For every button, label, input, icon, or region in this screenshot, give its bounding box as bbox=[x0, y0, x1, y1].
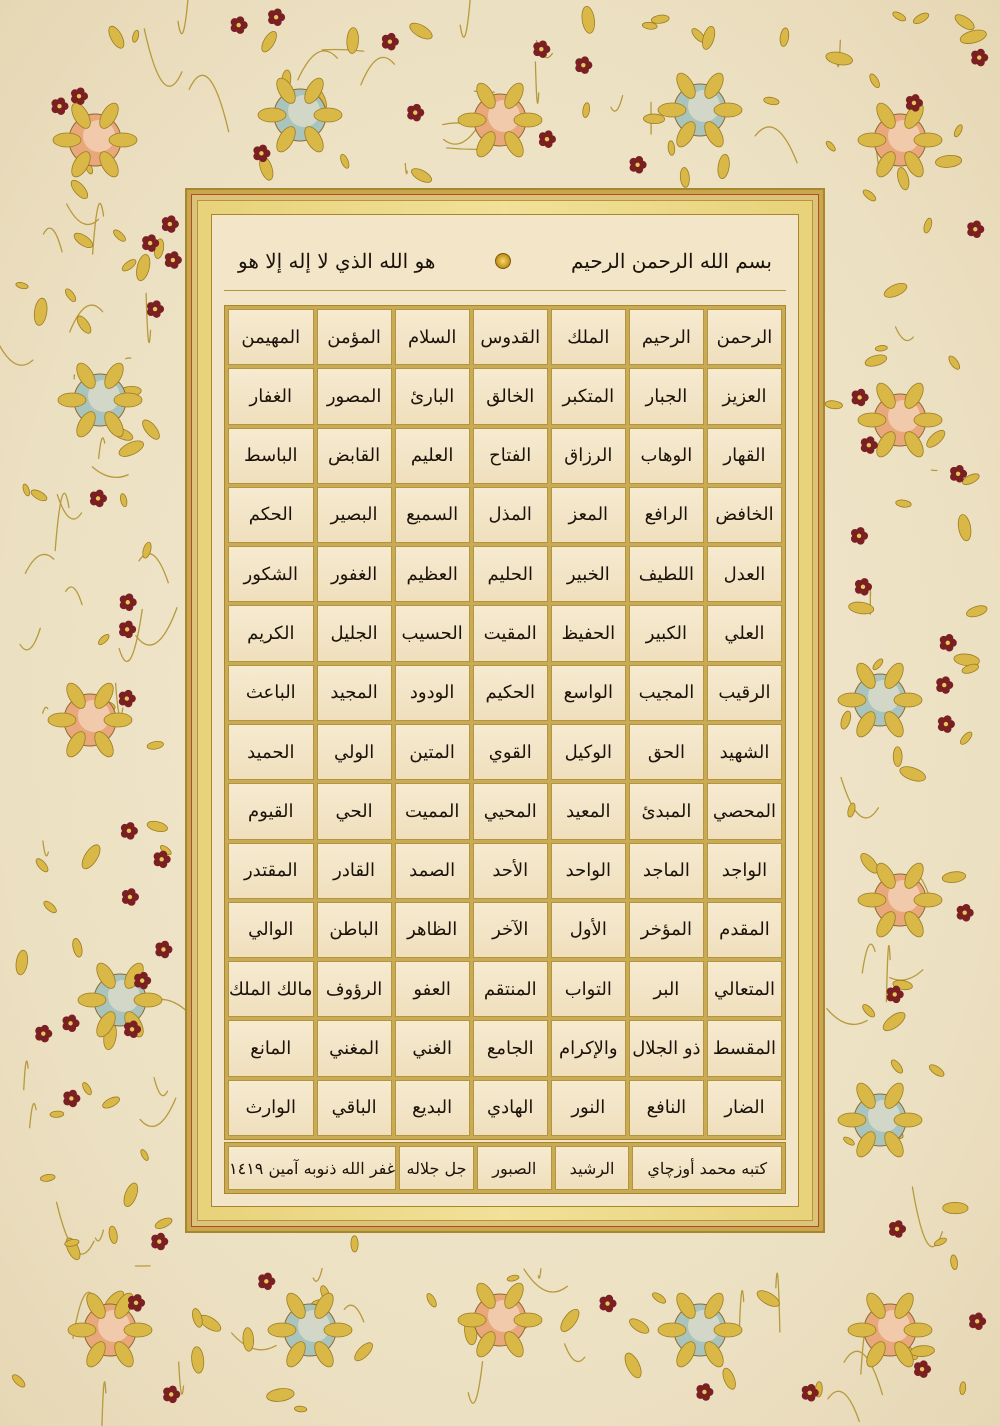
name-cell: الخالق bbox=[473, 368, 548, 424]
name-cell: القادر bbox=[317, 843, 392, 899]
name-cell: الرافع bbox=[629, 487, 704, 543]
name-cell: الباعث bbox=[228, 665, 314, 721]
name-cell: الملك bbox=[551, 309, 626, 365]
name-cell: الرحيم bbox=[629, 309, 704, 365]
name-cell: الغني bbox=[395, 1020, 470, 1076]
jalla-cell: جل جلاله bbox=[399, 1146, 474, 1190]
name-cell: الماجد bbox=[629, 843, 704, 899]
name-cell: الصمد bbox=[395, 843, 470, 899]
name-cell: العليم bbox=[395, 428, 470, 484]
name-cell: الوكيل bbox=[551, 724, 626, 780]
verse-text: هو الله الذي لا إله إلا هو bbox=[238, 248, 436, 273]
name-cell: العلي bbox=[707, 605, 782, 661]
name-cell: الشهيد bbox=[707, 724, 782, 780]
name-cell: الحميد bbox=[228, 724, 314, 780]
name-cell: الغفور bbox=[317, 546, 392, 602]
gold-rosette-icon bbox=[495, 253, 511, 269]
name-cell: العفو bbox=[395, 961, 470, 1017]
name-cell: السلام bbox=[395, 309, 470, 365]
name-cell: الحق bbox=[629, 724, 704, 780]
name-cell: مالك الملك bbox=[228, 961, 314, 1017]
gilded-frame bbox=[185, 188, 825, 1233]
name-cell: المتكبر bbox=[551, 368, 626, 424]
name-cell: القابض bbox=[317, 428, 392, 484]
name-cell: البصير bbox=[317, 487, 392, 543]
name-cell: الودود bbox=[395, 665, 470, 721]
name-cell: الخبير bbox=[551, 546, 626, 602]
name-cell-sabur: الصبور bbox=[477, 1146, 552, 1190]
name-cell: الخافض bbox=[707, 487, 782, 543]
name-cell: الواجد bbox=[707, 843, 782, 899]
name-cell: اللطيف bbox=[629, 546, 704, 602]
name-cell: الكبير bbox=[629, 605, 704, 661]
calligraphy-panel bbox=[211, 214, 799, 1207]
name-cell: البديع bbox=[395, 1080, 470, 1136]
name-cell: الحكيم bbox=[473, 665, 548, 721]
name-cell: المؤخر bbox=[629, 902, 704, 958]
footer-row bbox=[224, 1142, 786, 1194]
name-cell: المجيب bbox=[629, 665, 704, 721]
name-cell: القوي bbox=[473, 724, 548, 780]
name-cell: المقدم bbox=[707, 902, 782, 958]
name-cell: الوارث bbox=[228, 1080, 314, 1136]
name-cell: الضار bbox=[707, 1080, 782, 1136]
name-cell: المبدئ bbox=[629, 783, 704, 839]
name-cell: القدوس bbox=[473, 309, 548, 365]
basmala-text: بسم الله الرحمن الرحيم bbox=[570, 248, 772, 273]
name-cell: التواب bbox=[551, 961, 626, 1017]
name-cell: المجيد bbox=[317, 665, 392, 721]
name-cell: الرزاق bbox=[551, 428, 626, 484]
header-line bbox=[224, 231, 786, 291]
name-cell: المقسط bbox=[707, 1020, 782, 1076]
name-cell: المحيي bbox=[473, 783, 548, 839]
name-cell: الحي bbox=[317, 783, 392, 839]
name-cell: الغفار bbox=[228, 368, 314, 424]
name-cell: المانع bbox=[228, 1020, 314, 1076]
name-cell: النافع bbox=[629, 1080, 704, 1136]
name-cell: القيوم bbox=[228, 783, 314, 839]
name-cell: المنتقم bbox=[473, 961, 548, 1017]
name-cell-rashid: الرشيد bbox=[555, 1146, 630, 1190]
name-cell: الأحد bbox=[473, 843, 548, 899]
name-cell: ذو الجلال bbox=[629, 1020, 704, 1076]
name-cell: الولي bbox=[317, 724, 392, 780]
names-grid bbox=[224, 305, 786, 1140]
name-cell: العدل bbox=[707, 546, 782, 602]
name-cell: المؤمن bbox=[317, 309, 392, 365]
name-cell: الحليم bbox=[473, 546, 548, 602]
name-cell: الحكم bbox=[228, 487, 314, 543]
colophon-cell: غفر الله ذنوبه آمين ١٤١٩ bbox=[228, 1146, 396, 1190]
name-cell: الباطن bbox=[317, 902, 392, 958]
name-cell: الرقيب bbox=[707, 665, 782, 721]
name-cell: المحصي bbox=[707, 783, 782, 839]
name-cell: الأول bbox=[551, 902, 626, 958]
name-cell: الجامع bbox=[473, 1020, 548, 1076]
name-cell: الوالي bbox=[228, 902, 314, 958]
signature-cell: كتبه محمد أوزچاي bbox=[632, 1146, 782, 1190]
name-cell: المغني bbox=[317, 1020, 392, 1076]
name-cell: المقتدر bbox=[228, 843, 314, 899]
name-cell: الظاهر bbox=[395, 902, 470, 958]
name-cell: المتين bbox=[395, 724, 470, 780]
name-cell: الفتاح bbox=[473, 428, 548, 484]
name-cell: الآخر bbox=[473, 902, 548, 958]
name-cell: الحفيظ bbox=[551, 605, 626, 661]
name-cell: المهيمن bbox=[228, 309, 314, 365]
name-cell: الرؤوف bbox=[317, 961, 392, 1017]
name-cell: المميت bbox=[395, 783, 470, 839]
name-cell: الباسط bbox=[228, 428, 314, 484]
name-cell: المذل bbox=[473, 487, 548, 543]
name-cell: القهار bbox=[707, 428, 782, 484]
name-cell: المعز bbox=[551, 487, 626, 543]
name-cell: الحسيب bbox=[395, 605, 470, 661]
name-cell: النور bbox=[551, 1080, 626, 1136]
name-cell: العزيز bbox=[707, 368, 782, 424]
name-cell: المقيت bbox=[473, 605, 548, 661]
name-cell: المصور bbox=[317, 368, 392, 424]
name-cell: الرحمن bbox=[707, 309, 782, 365]
name-cell: السميع bbox=[395, 487, 470, 543]
name-cell: الباقي bbox=[317, 1080, 392, 1136]
name-cell: الهادي bbox=[473, 1080, 548, 1136]
name-cell: الكريم bbox=[228, 605, 314, 661]
name-cell: المتعالي bbox=[707, 961, 782, 1017]
name-cell: الواحد bbox=[551, 843, 626, 899]
name-cell: الجليل bbox=[317, 605, 392, 661]
name-cell: البارئ bbox=[395, 368, 470, 424]
name-cell: الواسع bbox=[551, 665, 626, 721]
name-cell: المعيد bbox=[551, 783, 626, 839]
name-cell: الجبار bbox=[629, 368, 704, 424]
name-cell: الوهاب bbox=[629, 428, 704, 484]
name-cell: الشكور bbox=[228, 546, 314, 602]
name-cell: البر bbox=[629, 961, 704, 1017]
name-cell: والإكرام bbox=[551, 1020, 626, 1076]
name-cell: العظيم bbox=[395, 546, 470, 602]
